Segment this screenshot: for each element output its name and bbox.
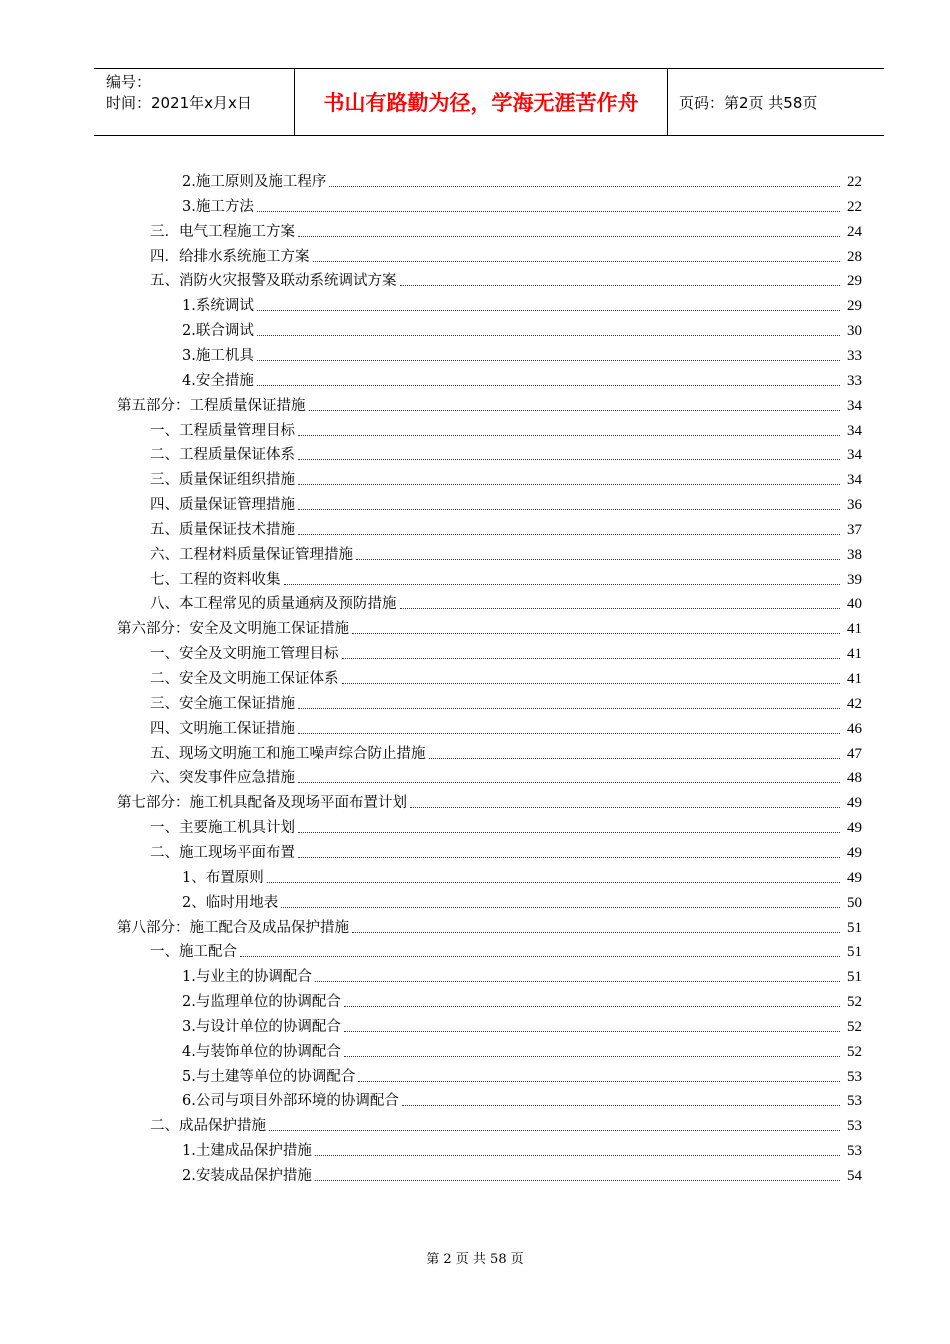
toc-leader-dots <box>257 309 840 311</box>
toc-leader-dots <box>281 906 840 908</box>
toc-entry-title: 三、质量保证组织措施 <box>150 472 295 489</box>
toc-entry[interactable] <box>182 168 862 192</box>
toc-entry-page: 53 <box>847 1093 862 1110</box>
toc-entry-page: 46 <box>847 720 862 737</box>
toc-entry-title: 2.与监理单位的协调配合 <box>182 994 341 1011</box>
toc-entry-title: 七、工程的资料收集 <box>150 571 281 588</box>
toc-entry-title: 一、安全及文明施工管理目标 <box>150 646 339 663</box>
toc-entry-page: 41 <box>847 646 862 663</box>
toc-entry[interactable] <box>150 715 862 739</box>
toc-entry[interactable] <box>150 590 862 614</box>
toc-entry-title: 1.与业主的协调配合 <box>182 969 312 986</box>
toc-leader-dots <box>257 359 840 361</box>
toc-entry-title: 一、主要施工机具计划 <box>150 820 295 837</box>
toc-leader-dots <box>315 1179 840 1181</box>
toc-entry[interactable] <box>182 193 862 217</box>
toc-entry-title: 四、文明施工保证措施 <box>150 720 295 737</box>
toc-leader-dots <box>344 1055 840 1057</box>
toc-entry[interactable] <box>182 1013 862 1037</box>
toc-entry[interactable] <box>150 839 862 863</box>
toc-leader-dots <box>298 781 840 783</box>
toc-leader-dots <box>313 260 841 262</box>
toc-entry[interactable] <box>182 864 862 888</box>
toc-entry-title: 3.施工机具 <box>182 347 254 364</box>
toc-entry[interactable] <box>150 417 862 441</box>
toc-entry-title: 五、消防火灾报警及联动系统调试方案 <box>150 273 397 290</box>
toc-entry-page: 22 <box>847 174 862 190</box>
toc-leader-dots <box>410 806 840 808</box>
toc-entry-title: 二、成品保护措施 <box>150 1118 266 1135</box>
toc-entry-title: 一、施工配合 <box>150 944 237 961</box>
toc-entry[interactable] <box>150 640 862 664</box>
toc-entry[interactable] <box>150 243 862 267</box>
toc-entry[interactable] <box>150 466 862 490</box>
toc-entry-title: 第八部分：施工配合及成品保护措施 <box>117 919 349 936</box>
toc-entry-page: 34 <box>847 397 862 414</box>
toc-leader-dots <box>400 284 841 286</box>
toc-entry-page: 49 <box>847 820 862 837</box>
toc-leader-dots <box>352 931 840 933</box>
toc-entry-title: 5.与土建等单位的协调配合 <box>182 1068 356 1085</box>
toc-entry[interactable] <box>117 914 862 938</box>
toc-leader-dots <box>400 607 841 609</box>
document-time-label: 时间：2021年x月x日 <box>106 94 252 112</box>
toc-entry-title: 三、安全施工保证措施 <box>150 695 295 712</box>
toc-entry-title: 2.安装成品保护措施 <box>182 1168 312 1184</box>
page-footer: 第 2 页 共 58 页 <box>426 1252 524 1267</box>
toc-leader-dots <box>269 1129 840 1131</box>
toc-entry-page: 52 <box>847 1043 862 1060</box>
toc-entry-page: 38 <box>847 546 862 563</box>
toc-entry-page: 53 <box>847 1068 862 1085</box>
toc-entry-title: 四．给排水系统施工方案 <box>150 248 310 265</box>
page-header <box>94 68 884 136</box>
toc-entry-page: 39 <box>847 571 862 588</box>
toc-entry[interactable] <box>182 292 862 316</box>
toc-entry[interactable] <box>150 1112 862 1136</box>
toc-entry-title: 第七部分：施工机具配备及现场平面布置计划 <box>117 795 407 812</box>
toc-entry-page: 52 <box>847 1018 862 1035</box>
toc-entry-page: 48 <box>847 770 862 787</box>
toc-entry-page: 29 <box>847 273 862 290</box>
toc-entry[interactable] <box>182 1162 862 1186</box>
toc-entry-page: 24 <box>847 223 862 240</box>
toc-entry-title: 六、突发事件应急措施 <box>150 770 295 787</box>
toc-entry-page: 54 <box>847 1168 862 1184</box>
toc-leader-dots <box>329 185 840 187</box>
toc-entry-page: 51 <box>847 919 862 936</box>
toc-entry-page: 34 <box>847 447 862 464</box>
toc-entry-title: 3.施工方法 <box>182 198 254 215</box>
toc-entry-page: 33 <box>847 372 862 389</box>
toc-entry[interactable] <box>182 889 862 913</box>
toc-leader-dots <box>257 384 840 386</box>
toc-entry-page: 41 <box>847 621 862 638</box>
toc-entry[interactable] <box>182 963 862 987</box>
toc-entry[interactable] <box>182 367 862 391</box>
toc-entry[interactable] <box>182 342 862 366</box>
toc-entry-page: 28 <box>847 248 862 265</box>
toc-leader-dots <box>309 409 841 411</box>
toc-leader-dots <box>298 483 840 485</box>
toc-entry-page: 50 <box>847 894 862 911</box>
toc-leader-dots <box>267 881 840 883</box>
toc-entry-title: 2.联合调试 <box>182 323 254 340</box>
toc-entry-title: 三．电气工程施工方案 <box>150 223 295 240</box>
toc-entry[interactable] <box>150 267 862 291</box>
toc-entry-title: 一、工程质量管理目标 <box>150 422 295 439</box>
toc-entry-title: 二、工程质量保证体系 <box>150 447 295 464</box>
toc-entry[interactable] <box>150 491 862 515</box>
toc-leader-dots <box>344 1005 840 1007</box>
toc-entry[interactable] <box>150 218 862 242</box>
toc-entry[interactable] <box>150 764 862 788</box>
toc-entry[interactable] <box>117 789 862 813</box>
toc-leader-dots <box>298 732 840 734</box>
toc-entry-page: 22 <box>847 198 862 215</box>
header-meta-cell <box>94 69 295 135</box>
toc-leader-dots <box>356 558 840 560</box>
toc-entry-page: 51 <box>847 944 862 961</box>
toc-entry[interactable] <box>182 988 862 1012</box>
toc-entry-title: 六、工程材料质量保证管理措施 <box>150 546 353 563</box>
toc-leader-dots <box>298 707 840 709</box>
toc-entry[interactable] <box>182 1087 862 1111</box>
toc-entry[interactable] <box>182 317 862 341</box>
toc-entry-page: 34 <box>847 472 862 489</box>
toc-entry-title: 1.系统调试 <box>182 298 254 315</box>
toc-entry-title: 八、本工程常见的质量通病及预防措施 <box>150 596 397 613</box>
toc-entry-page: 29 <box>847 298 862 315</box>
toc-entry[interactable] <box>150 814 862 838</box>
toc-entry-title: 第五部分：工程质量保证措施 <box>117 397 306 414</box>
toc-leader-dots <box>298 508 840 510</box>
toc-entry[interactable] <box>182 1137 862 1161</box>
toc-leader-dots <box>298 533 840 535</box>
toc-entry-title: 6.公司与项目外部环境的协调配合 <box>182 1093 399 1110</box>
toc-entry-page: 49 <box>847 795 862 812</box>
toc-entry-page: 30 <box>847 323 862 340</box>
toc-entry[interactable] <box>150 740 862 764</box>
header-motto: 书山有路勤为径，学海无涯苦作舟 <box>295 69 668 135</box>
toc-entry-page: 40 <box>847 596 862 613</box>
toc-entry-title: 2、临时用地表 <box>182 894 279 911</box>
toc-entry-title: 二、安全及文明施工保证体系 <box>150 671 339 687</box>
toc-entry[interactable] <box>182 1038 862 1062</box>
toc-entry[interactable] <box>150 566 862 590</box>
toc-leader-dots <box>402 1104 840 1106</box>
toc-entry[interactable] <box>150 516 862 540</box>
toc-leader-dots <box>298 458 840 460</box>
toc-leader-dots <box>352 632 840 634</box>
toc-entry[interactable] <box>150 665 862 689</box>
toc-entry[interactable] <box>182 1063 862 1087</box>
toc-entry-page: 37 <box>847 521 862 538</box>
toc-entry-title: 二、施工现场平面布置 <box>150 844 295 861</box>
toc-entry-title: 2.施工原则及施工程序 <box>182 174 327 190</box>
toc-entry[interactable] <box>150 441 862 465</box>
toc-entry-title: 1.土建成品保护措施 <box>182 1143 312 1160</box>
toc-entry-title: 五、现场文明施工和施工噪声综合防止措施 <box>150 745 426 762</box>
toc-entry-title: 3.与设计单位的协调配合 <box>182 1018 341 1035</box>
header-page-info: 页码：第2页 共58页 <box>679 93 818 112</box>
toc-entry-page: 53 <box>847 1143 862 1160</box>
toc-entry-page: 41 <box>847 671 862 687</box>
toc-entry[interactable] <box>150 938 862 962</box>
toc-leader-dots <box>257 334 840 336</box>
toc-leader-dots <box>257 210 840 212</box>
toc-leader-dots <box>298 434 840 436</box>
toc-leader-dots <box>342 657 841 659</box>
toc-leader-dots <box>298 831 840 833</box>
document-number-label: 编号： <box>106 73 152 91</box>
toc-leader-dots <box>284 583 841 585</box>
toc-entry-page: 51 <box>847 969 862 986</box>
toc-entry-page: 47 <box>847 745 862 762</box>
toc-entry-title: 4.安全措施 <box>182 372 254 389</box>
toc-entry-title: 4.与装饰单位的协调配合 <box>182 1043 341 1060</box>
toc-entry-page: 53 <box>847 1118 862 1135</box>
toc-entry-page: 52 <box>847 994 862 1011</box>
toc-leader-dots <box>315 1154 840 1156</box>
toc-entry-title: 四、质量保证管理措施 <box>150 497 295 514</box>
toc-leader-dots <box>358 1080 840 1082</box>
toc-entry[interactable] <box>150 690 862 714</box>
toc-leader-dots <box>315 980 840 982</box>
toc-entry-page: 34 <box>847 422 862 439</box>
toc-entry[interactable] <box>117 615 862 639</box>
toc-entry-page: 42 <box>847 695 862 712</box>
toc-entry-title: 1、布置原则 <box>182 869 264 886</box>
toc-entry-page: 36 <box>847 497 862 514</box>
toc-entry-page: 33 <box>847 347 862 364</box>
toc-leader-dots <box>342 682 841 684</box>
toc-leader-dots <box>429 757 841 759</box>
toc-leader-dots <box>240 955 840 957</box>
toc-entry-title: 第六部分：安全及文明施工保证措施 <box>117 621 349 638</box>
toc-entry-page: 49 <box>847 844 862 861</box>
toc-entry[interactable] <box>150 541 862 565</box>
toc-leader-dots <box>298 235 840 237</box>
toc-entry[interactable] <box>117 392 862 416</box>
toc-entry-page: 49 <box>847 869 862 886</box>
toc-leader-dots <box>298 856 840 858</box>
toc-leader-dots <box>344 1030 840 1032</box>
toc-entry-title: 五、质量保证技术措施 <box>150 521 295 538</box>
